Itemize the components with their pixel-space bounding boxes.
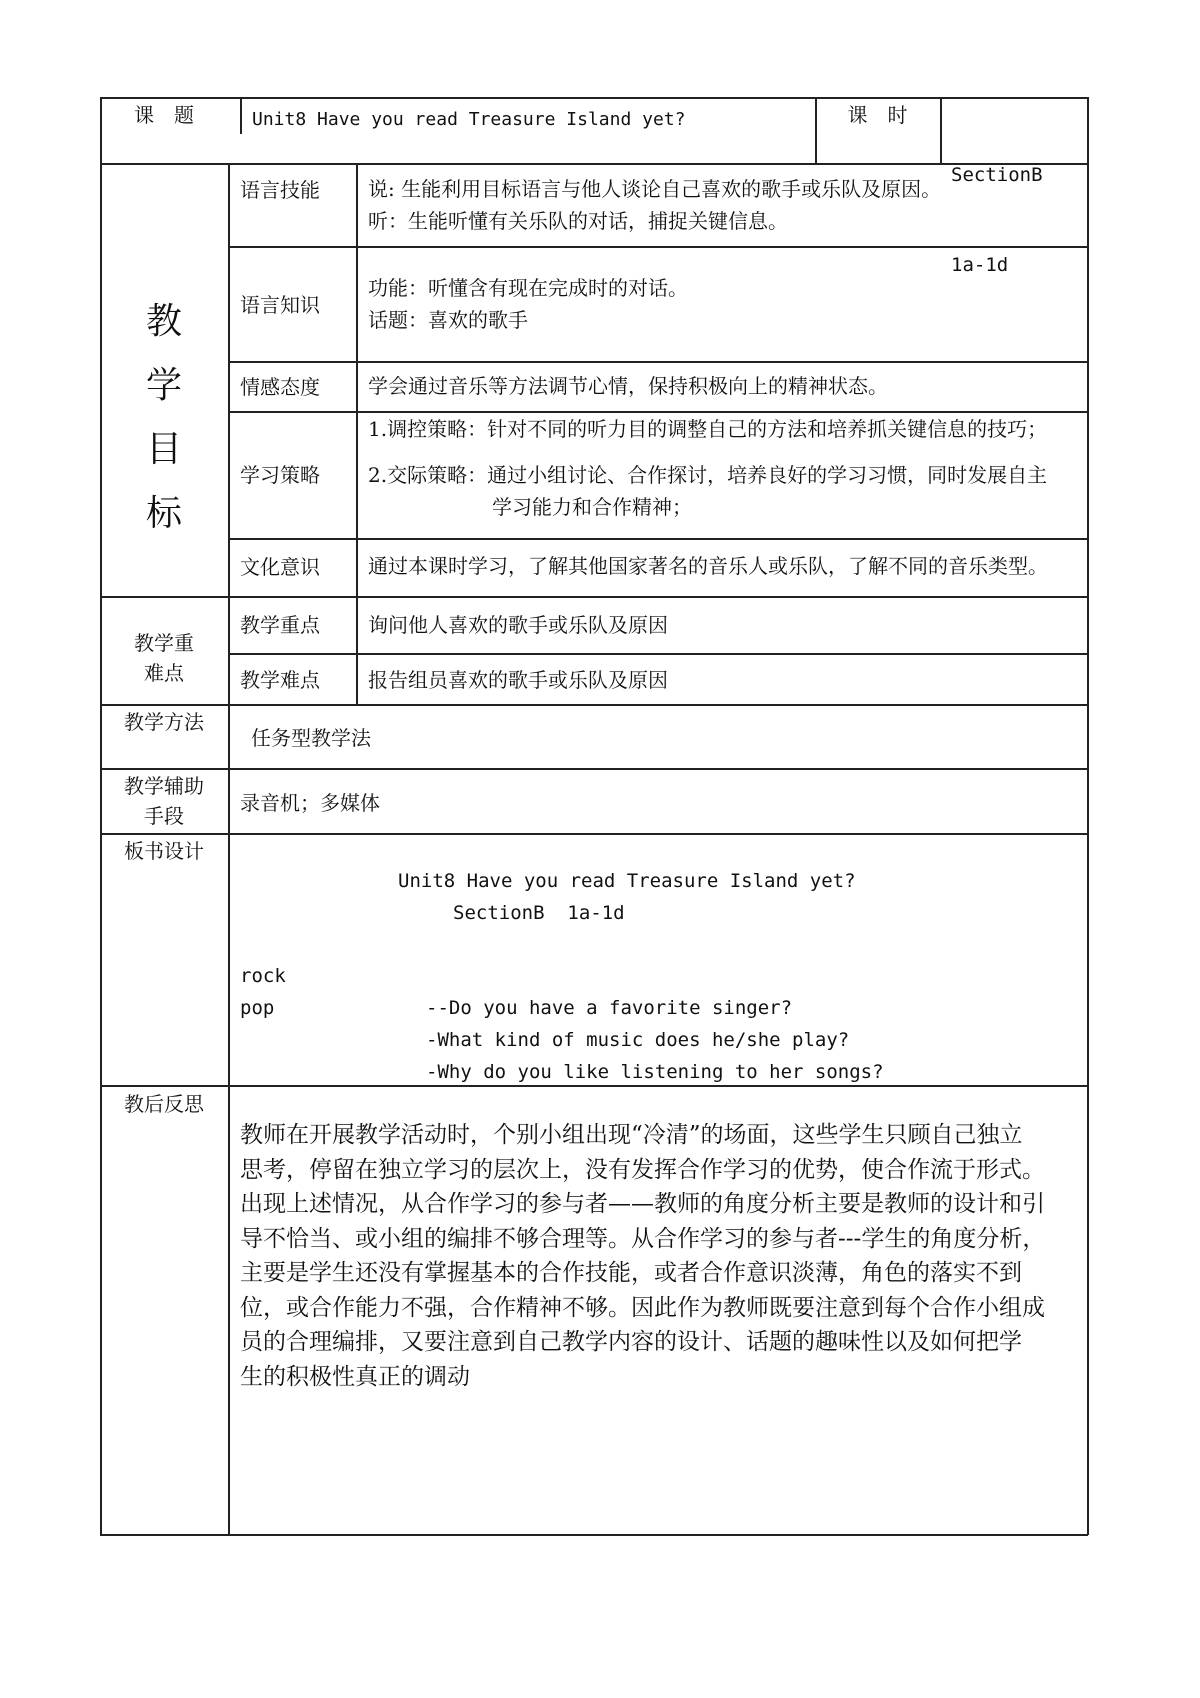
- aids-label-line: 手段: [144, 804, 184, 828]
- objective-label-strategy: 学习策略: [240, 463, 320, 487]
- board-word-pop: pop: [240, 997, 275, 1019]
- row-divider: [100, 704, 1088, 706]
- difficulty-value: 报告组员喜欢的歌手或乐队及原因: [368, 668, 668, 692]
- objective-label-attitude: 情感态度: [240, 375, 320, 399]
- reflection-line: 教师在开展教学活动时，个别小组出现“冷清”的场面，这些学生只顾自己独立: [240, 1122, 1023, 1148]
- header-divider: [940, 97, 942, 163]
- aids-label-line: 教学辅助: [124, 774, 204, 798]
- header-divider: [240, 97, 242, 134]
- objective-line: 说: 生能利用目标语言与他人谈论自己喜欢的歌手或乐队及原因。: [368, 177, 942, 201]
- table-border-right: [1087, 97, 1089, 1535]
- aids-value: 录音机；多媒体: [240, 791, 380, 815]
- board-question-1: --Do you have a favorite singer?: [426, 997, 793, 1019]
- reflection-line: 员的合理编排，又要注意到自己教学内容的设计、话题的趣味性以及如何把学: [240, 1329, 1022, 1355]
- reflection-label: 教后反思: [124, 1092, 204, 1116]
- objective-line: 听：生能听懂有关乐队的对话，捕捉关键信息。: [368, 209, 788, 233]
- period-label: 课 时: [847, 103, 908, 127]
- reflection-text: [240, 1118, 1085, 1394]
- objective-value-skills: [368, 173, 941, 237]
- row-divider: [100, 768, 1088, 770]
- board-question-2: -What kind of music does he/she play?: [426, 1029, 850, 1051]
- keypoints-group-label: [100, 628, 228, 688]
- topic-label: 课 题: [134, 103, 194, 127]
- objective-line: 话题：喜欢的歌手: [368, 308, 528, 332]
- objective-value-culture: 通过本课时学习，了解其他国家著名的音乐人或乐队，了解不同的音乐类型。: [368, 554, 1048, 578]
- objectives-label-char: 目: [145, 429, 182, 470]
- objective-line: 学习能力和合作精神；: [492, 495, 692, 519]
- difficulty-label: 教学难点: [240, 668, 320, 692]
- objectives-label-char: 教: [145, 301, 182, 342]
- board-label: 板书设计: [124, 839, 204, 863]
- period-value: [951, 100, 1043, 310]
- objective-label-skills: 语言技能: [240, 178, 320, 202]
- objective-line: 1.调控策略：针对不同的听力目的调整自己的方法和培养抓关键信息的技巧；: [368, 417, 1048, 441]
- row-divider: [228, 538, 1088, 540]
- focus-value: 询问他人喜欢的歌手或乐队及原因: [368, 613, 668, 637]
- board-subtitle: SectionB 1a-1d: [453, 902, 625, 924]
- reflection-line: 出现上述情况，从合作学习的参与者——教师的角度分析主要是教师的设计和引: [240, 1191, 1045, 1217]
- objectives-label-char: 标: [145, 493, 182, 534]
- objective-label-knowledge: 语言知识: [240, 293, 320, 317]
- method-value: 任务型教学法: [251, 726, 371, 750]
- objectives-group-label: [100, 290, 228, 546]
- reflection-line: 位，或合作能力不强，合作精神不够。因此作为教师既要注意到每个合作小组成: [240, 1294, 1045, 1321]
- column-divider: [228, 163, 230, 1535]
- objective-line: 2.交际策略：通过小组讨论、合作探讨，培养良好的学习习惯，同时发展自主: [368, 463, 1048, 487]
- period-value-line: 1a-1d: [951, 254, 1009, 276]
- row-divider: [228, 653, 1088, 655]
- keypoints-label-line: 教学重: [134, 631, 194, 655]
- aids-label: [100, 771, 228, 831]
- method-label: 教学方法: [124, 710, 204, 734]
- table-border-bottom: [100, 1534, 1088, 1536]
- objectives-label-char: 学: [145, 365, 182, 406]
- focus-label: 教学重点: [240, 613, 320, 637]
- reflection-line: 生的积极性真正的调动: [240, 1363, 470, 1390]
- reflection-line: 导不恰当、或小组的编排不够合理等。从合作学习的参与者---学生的角度分析，: [240, 1225, 1046, 1252]
- table-border-top: [100, 97, 1088, 99]
- period-value-line: SectionB: [951, 164, 1043, 186]
- objective-value-knowledge: [368, 272, 688, 336]
- column-divider: [356, 596, 358, 704]
- row-divider: [100, 163, 1088, 165]
- objective-value-attitude: 学会通过音乐等方法调节心情，保持积极向上的精神状态。: [368, 374, 888, 398]
- board-question-3: -Why do you like listening to her songs?: [426, 1061, 884, 1083]
- keypoints-label-line: 难点: [144, 661, 184, 685]
- objective-line: 功能：听懂含有现在完成时的对话。: [368, 276, 688, 300]
- reflection-line: 思考，停留在独立学习的层次上，没有发挥合作学习的优势，使合作流于形式。: [240, 1156, 1045, 1183]
- board-word-rock: rock: [240, 965, 286, 987]
- reflection-line: 主要是学生还没有掌握基本的合作技能，或者合作意识淡薄，角色的落实不到: [240, 1260, 1022, 1286]
- topic-value: Unit8 Have you read Treasure Island yet?: [252, 109, 686, 130]
- objective-value-strategy: [368, 413, 1083, 523]
- board-title: Unit8 Have you read Treasure Island yet?: [398, 870, 856, 892]
- objective-label-culture: 文化意识: [240, 555, 320, 579]
- row-divider: [100, 596, 1088, 598]
- row-divider: [228, 361, 1088, 363]
- row-divider: [100, 833, 1088, 835]
